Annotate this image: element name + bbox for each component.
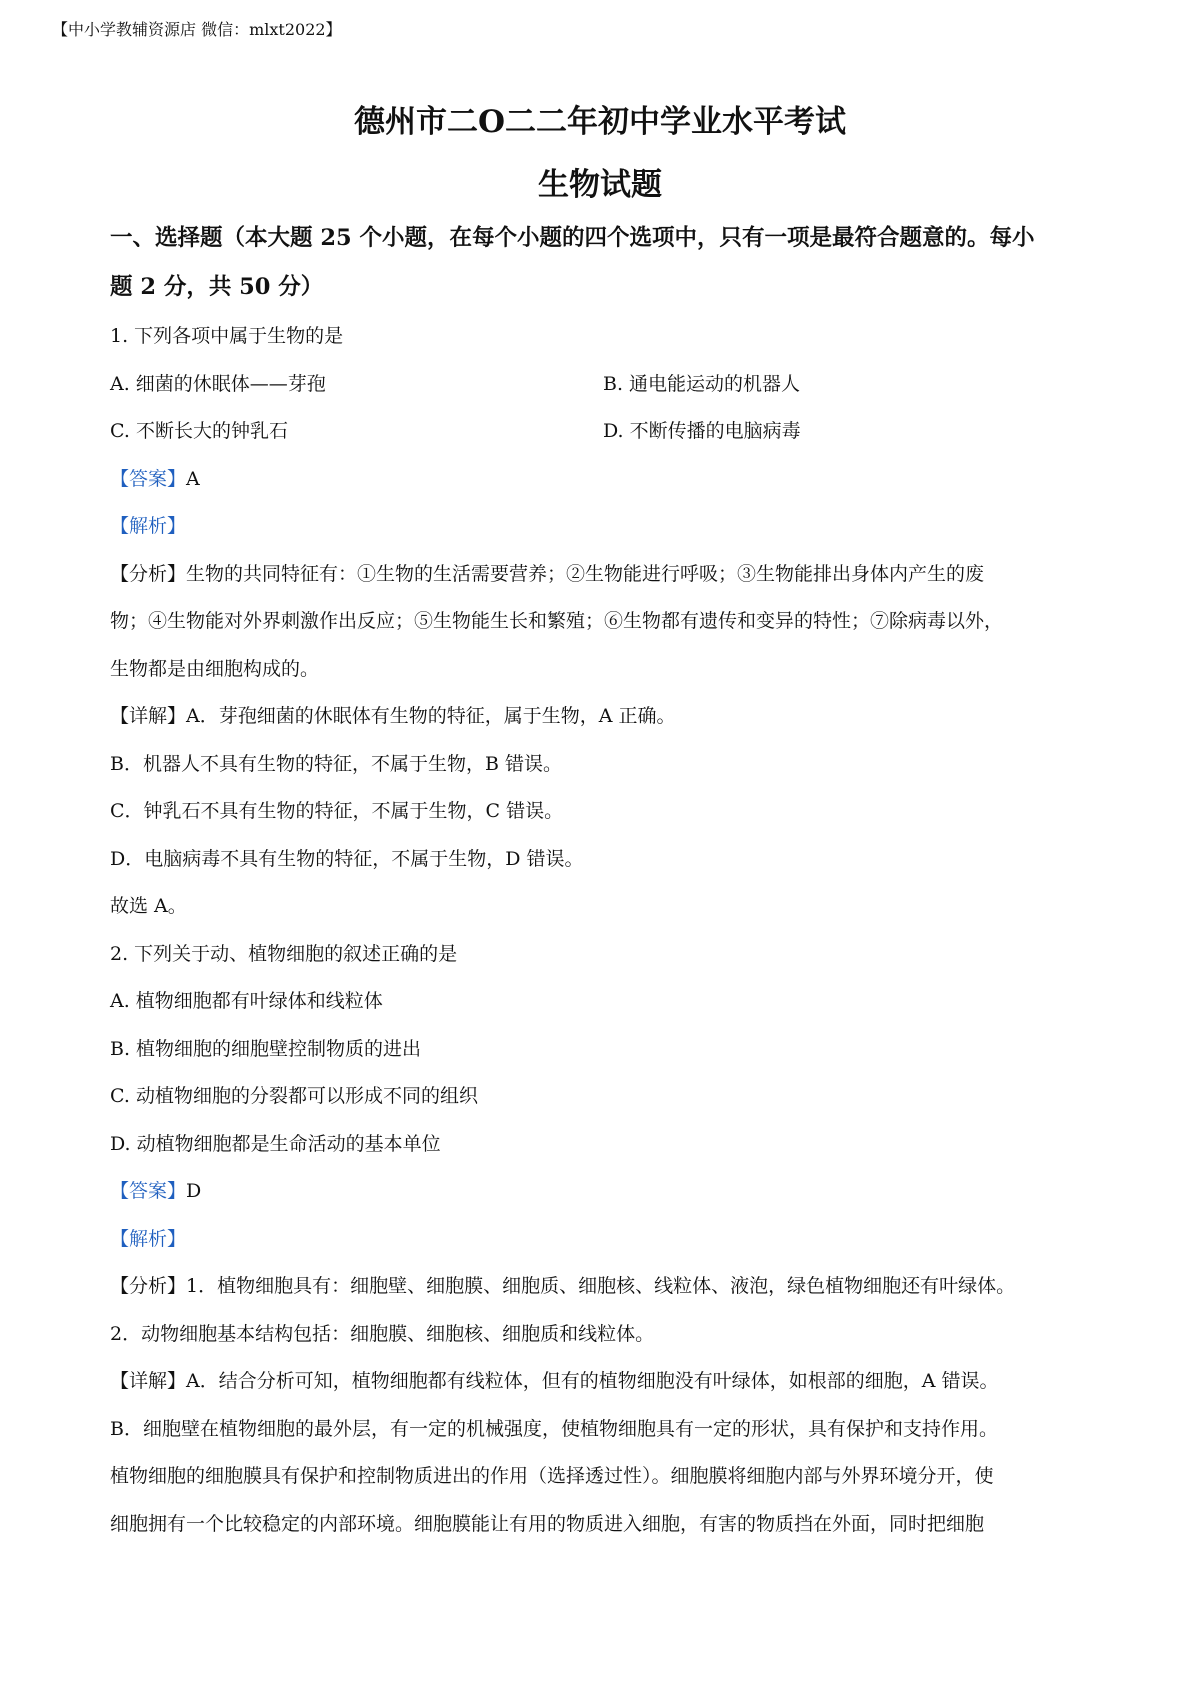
q2-answer bbox=[110, 1178, 201, 1204]
q2-detail-b-line-3: 细胞拥有一个比较稳定的内部环境。细胞膜能让有用的物质进入细胞，有害的物质挡在外面，同时把细胞 bbox=[110, 1513, 985, 1535]
answer-tag: 【答案】 bbox=[110, 1180, 187, 1202]
q1-fenxi-line-1 bbox=[110, 561, 984, 587]
fenxi-text: 1．植物细胞具有：细胞壁、细胞膜、细胞质、细胞核、线粒体、液泡，绿色植物细胞还有叶绿体。 bbox=[186, 1275, 1016, 1297]
exam-title: 德州市二O二二年初中学业水平考试 bbox=[353, 104, 846, 140]
q1-fenxi-line-2: 物；④生物能对外界刺激作出反应；⑤生物能生长和繁殖；⑥生物都有遗传和变异的特性；⑦除病毒以外， bbox=[110, 610, 1004, 632]
q1-option-b: B. 通电能运动的机器人 bbox=[603, 373, 801, 395]
q2-stem: 2. 下列关于动、植物细胞的叙述正确的是 bbox=[110, 943, 458, 965]
answer-value: A bbox=[186, 468, 200, 490]
answer-tag: 【答案】 bbox=[110, 468, 187, 490]
watermark: 【中小学教辅资源店 微信：mlxt2022】 bbox=[52, 20, 342, 39]
q2-option-c: C. 动植物细胞的分裂都可以形成不同的组织 bbox=[110, 1085, 478, 1107]
fenxi-text: 生物的共同特征有：①生物的生活需要营养；②生物能进行呼吸；③生物能排出身体内产生的废 bbox=[186, 563, 985, 585]
q1-option-c: C. 不断长大的钟乳石 bbox=[110, 420, 288, 442]
q1-stem: 1. 下列各项中属于生物的是 bbox=[110, 325, 344, 347]
q1-detail-d: D．电脑病毒不具有生物的特征，不属于生物，D 错误。 bbox=[110, 848, 584, 870]
q2-detail-b-line-1: B．细胞壁在植物细胞的最外层，有一定的机械强度，使植物细胞具有一定的形状，具有保护和支持作用。 bbox=[110, 1418, 998, 1440]
q1-detail-a bbox=[110, 703, 676, 729]
fenxi-tag: 【分析】 bbox=[110, 563, 187, 585]
exam-subtitle: 生物试题 bbox=[538, 167, 662, 203]
q2-analysis-tag: 【解析】 bbox=[110, 1228, 187, 1250]
q2-detail-b-line-2: 植物细胞的细胞膜具有保护和控制物质进出的作用（选择透过性）。细胞膜将细胞内部与外界环境分开，使 bbox=[110, 1465, 994, 1487]
answer-value: D bbox=[186, 1180, 202, 1202]
detail-text: A．结合分析可知，植物细胞都有线粒体，但有的植物细胞没有叶绿体，如根部的细胞，A 错误。 bbox=[186, 1370, 999, 1392]
q2-option-d: D. 动植物细胞都是生命活动的基本单位 bbox=[110, 1133, 441, 1155]
q2-fenxi-line-2: 2．动物细胞基本结构包括：细胞膜、细胞核、细胞质和线粒体。 bbox=[110, 1323, 655, 1345]
q1-detail-b: B．机器人不具有生物的特征，不属于生物，B 错误。 bbox=[110, 753, 562, 775]
q1-conclusion: 故选 A。 bbox=[110, 895, 187, 917]
q1-answer bbox=[110, 466, 200, 492]
section-heading-line-2: 题 2 分，共 50 分） bbox=[110, 274, 324, 300]
q1-option-d: D. 不断传播的电脑病毒 bbox=[603, 420, 801, 442]
q1-fenxi-line-3: 生物都是由细胞构成的。 bbox=[110, 658, 320, 680]
detail-text: A．芽孢细菌的休眠体有生物的特征，属于生物，A 正确。 bbox=[186, 705, 676, 727]
detail-tag: 【详解】 bbox=[110, 705, 187, 727]
q2-fenxi-line-1 bbox=[110, 1273, 1015, 1299]
fenxi-tag: 【分析】 bbox=[110, 1275, 187, 1297]
q1-option-a: A. 细菌的休眠体——芽孢 bbox=[110, 373, 326, 395]
q2-option-a: A. 植物细胞都有叶绿体和线粒体 bbox=[110, 990, 383, 1012]
q2-detail-a bbox=[110, 1368, 999, 1394]
q2-option-b: B. 植物细胞的细胞壁控制物质的进出 bbox=[110, 1038, 422, 1060]
q1-detail-c: C．钟乳石不具有生物的特征，不属于生物，C 错误。 bbox=[110, 800, 564, 822]
detail-tag: 【详解】 bbox=[110, 1370, 187, 1392]
section-heading-line-1: 一、选择题（本大题 25 个小题，在每个小题的四个选项中，只有一项是最符合题意的。每小 bbox=[110, 225, 1035, 251]
q1-analysis-tag: 【解析】 bbox=[110, 515, 187, 537]
